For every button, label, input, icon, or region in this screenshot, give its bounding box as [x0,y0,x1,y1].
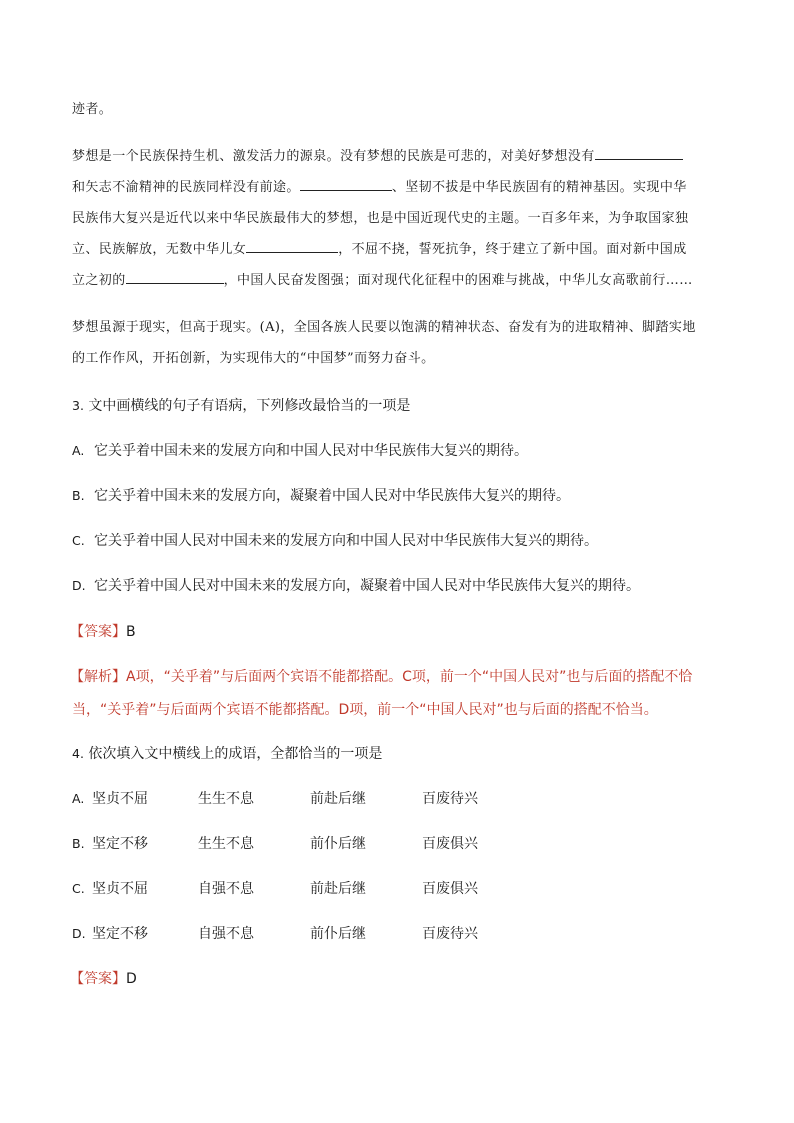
passage-text: 和矢志不渝精神的民族同样没有前途。 [72,180,300,195]
passage-p2-line1: 梦想虽源于现实，但高于现实。(A)，全国各族人民要以饱满的精神状态、奋发有为的进取精神、脚踏实地 [72,320,696,335]
question-number: 3. [72,398,84,413]
option-letter: B. [72,488,85,503]
question-4-stem [72,744,382,764]
option-text: 它关乎着中国未来的发展方向，凝聚着中国人民对中华民族伟大复兴的期待。 [94,488,570,504]
q3-analysis-line1 [70,667,692,687]
q3-option-a [72,441,528,461]
fill-blank-1 [595,147,683,160]
idiom-2: 生生不息 [198,791,254,807]
answer-tag: 【答案】 [70,624,126,640]
idiom-4: 百废待兴 [422,791,478,807]
idiom-3: 前赴后继 [310,791,366,807]
passage-text: 立之初的 [72,273,126,288]
fill-blank-4 [126,271,224,284]
q4-option-d [72,924,724,944]
option-letter: D. [72,926,86,941]
passage-p1-line3: 民族伟大复兴是近代以来中华民族最伟大的梦想，也是中国近现代史的主题。一百多年来，为争取国家独 [72,211,689,226]
passage-p1-line4 [72,240,687,260]
passage-p2-line2: 的工作作风，开拓创新，为实现伟大的“中国梦”而努力奋斗。 [72,351,435,366]
idiom-2: 生生不息 [198,836,254,852]
idiom-4: 百废俱兴 [422,881,478,897]
passage-p1-line1 [72,147,683,167]
idiom-4: 百废俱兴 [422,836,478,852]
idiom-3: 前仆后继 [310,836,366,852]
passage-fragment: 迹者。 [72,102,113,117]
option-text: 它关乎着中国人民对中国未来的发展方向，凝聚着中国人民对中华民族伟大复兴的期待。 [94,578,640,594]
analysis-tag: 【解析】 [70,669,126,685]
option-letter: B. [72,836,85,851]
q3-answer [70,622,136,642]
option-letter: D. [72,578,86,593]
answer-value: B [126,624,136,640]
question-text: 文中画横线的句子有语病，下列修改最恰当的一项是 [88,398,411,414]
option-letter: C. [72,533,85,548]
idiom-1: 坚贞不屈 [92,791,148,807]
question-3-stem [72,396,410,416]
q3-analysis-line2: 当，“关乎着”与后面两个宾语不能都搭配。D项，前一个“中国人民对”也与后面的搭配不恰当。 [72,702,658,718]
question-text: 依次填入文中横线上的成语，全都恰当的一项是 [88,746,383,762]
option-text: 它关乎着中国人民对中国未来的发展方向和中国人民对中华民族伟大复兴的期待。 [94,533,598,549]
passage-text: ，不屈不挠，誓死抗争，终于建立了新中国。面对新中国成 [338,242,687,257]
passage-text: 立、民族解放，无数中华儿女 [72,242,247,257]
idiom-3: 前仆后继 [310,926,366,942]
passage-text: ，中国人民奋发图强；面对现代化征程中的困难与挑战，中华儿女高歌前行…… [223,273,693,288]
q4-option-c [72,879,724,899]
passage-p1-line2 [72,178,687,198]
q3-option-d [72,576,640,596]
passage-text: 、坚韧不拔是中华民族固有的精神基因。实现中华 [391,180,687,195]
q3-option-c [72,531,598,551]
q4-answer [70,969,137,989]
option-letter: A. [72,443,85,458]
answer-value: D [126,971,137,987]
idiom-2: 自强不息 [198,881,254,897]
q3-option-b [72,486,570,506]
idiom-3: 前赴后继 [310,881,366,897]
option-text: 它关乎着中国未来的发展方向和中国人民对中华民族伟大复兴的期待。 [94,443,528,459]
option-letter: C. [72,881,85,896]
fill-blank-3 [246,240,338,253]
fill-blank-2 [300,178,392,191]
option-letter: A. [72,791,85,806]
q4-option-b [72,834,724,854]
idiom-1: 坚贞不屈 [92,881,148,897]
idiom-4: 百废待兴 [422,926,478,942]
idiom-1: 坚定不移 [92,836,148,852]
question-number: 4. [72,746,84,761]
idiom-2: 自强不息 [198,926,254,942]
answer-tag: 【答案】 [70,971,126,987]
passage-p1-line5 [72,271,693,291]
passage-text: 梦想是一个民族保持生机、激发活力的源泉。没有梦想的民族是可悲的，对美好梦想没有 [72,149,595,164]
analysis-text: A项，“关乎着”与后面两个宾语不能都搭配。C项，前一个“中国人民对”也与后面的搭配不恰 [126,669,693,685]
idiom-1: 坚定不移 [92,926,148,942]
q4-option-a [72,789,724,809]
